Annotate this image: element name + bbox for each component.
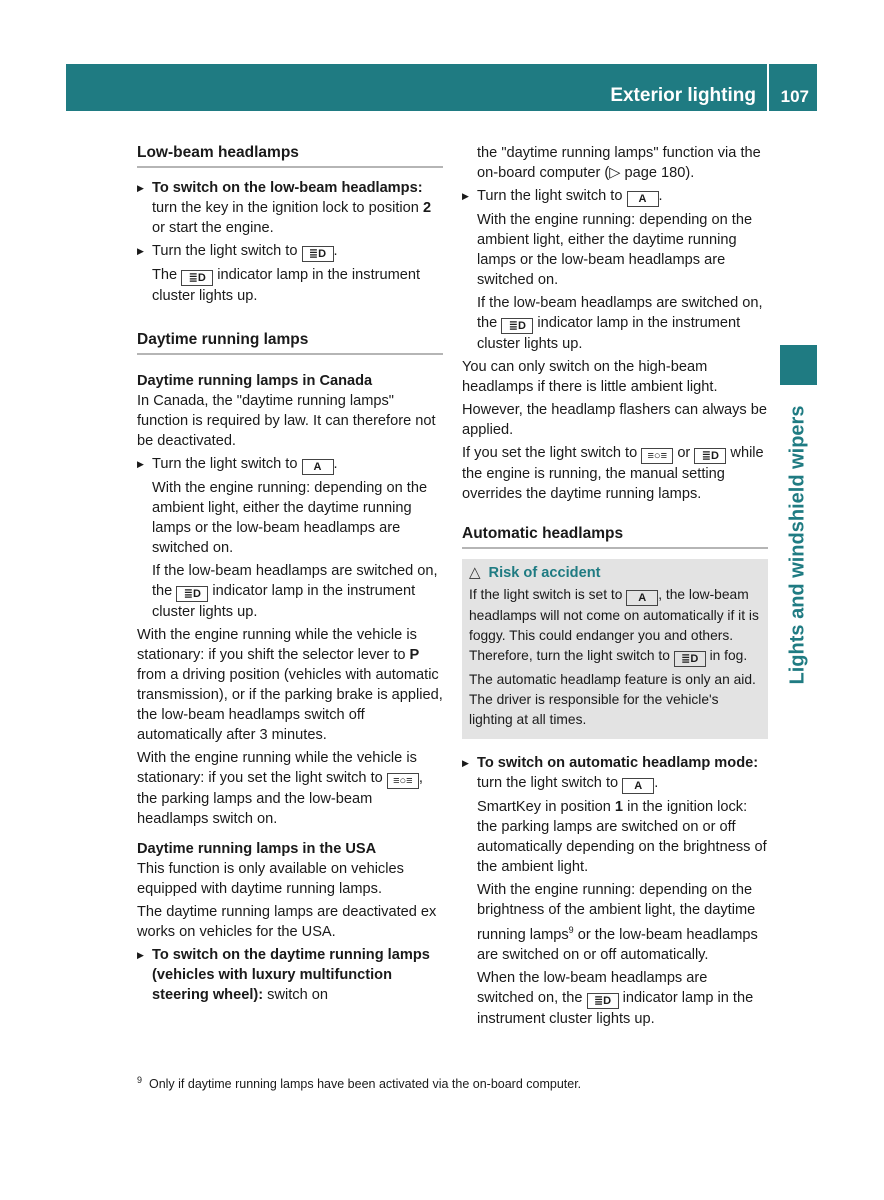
list-subtext: With the engine running: depending on the ambient light, either the daytime running lamps or the low-beam headlamps are switched on. <box>477 212 753 288</box>
list-subtext: the "daytime running lamps" function via the on-board computer (▷ page 180). <box>477 145 761 181</box>
parking-lamp-icon: ≡○≡ <box>387 773 419 789</box>
page-number: 107 <box>780 87 809 106</box>
page-header <box>66 64 817 111</box>
list-subtext: The ≣D indicator lamp in the instrument cluster lights up. <box>152 267 421 304</box>
lowbeam-icon: ≣D <box>181 270 213 286</box>
lowbeam-icon: ≣D <box>674 651 706 667</box>
auto-icon: A <box>627 191 659 207</box>
list-item: ▶ Turn the light switch to ≣D . <box>137 241 443 262</box>
list-subtext: With the engine running: depending on the ambient light, either the daytime running lamps or the low-beam headlamps are switched on. <box>152 480 428 556</box>
list-item: ▶ Turn the light switch to A . <box>137 454 443 475</box>
warning-title: △ Risk of accident <box>469 564 601 581</box>
warning-icon: △ <box>469 564 481 581</box>
warning-text: The automatic headlamp feature is only an aid. The driver is responsible for the vehicle's lighting at all times. <box>469 672 756 727</box>
list-item: ▶ To switch on automatic headlamp mode: turn the light switch to A . <box>462 753 768 794</box>
chapter-label: Lights and windshield wipers <box>786 405 809 685</box>
auto-icon: A <box>626 590 658 606</box>
section-title: Exterior lighting <box>610 85 756 106</box>
lowbeam-icon: ≣D <box>694 448 726 464</box>
list-item: ▶ Turn the light switch to A . <box>462 186 768 207</box>
lowbeam-icon: ≣D <box>302 246 334 262</box>
chapter-tab <box>780 345 817 385</box>
auto-icon: A <box>302 459 334 475</box>
auto-icon: A <box>622 778 654 794</box>
paragraph: However, the headlamp flashers can always be applied. <box>462 402 768 438</box>
paragraph: In Canada, the "daytime running lamps" function is required by law. It can therefore not be deactivated. <box>137 393 436 449</box>
paragraph: The daytime running lamps are deactivated ex works on vehicles for the USA. <box>137 904 437 940</box>
paragraph: With the engine running while the vehicle is stationary: if you set the light switch to ≡○≡ , the parking lamps and the low-beam headlamps switch on. <box>137 750 423 827</box>
paragraph: This function is only available on vehicles equipped with daytime running lamps. <box>137 861 404 897</box>
subheading-canada: Daytime running lamps in Canada <box>137 373 373 389</box>
left-column <box>137 143 443 1008</box>
lowbeam-icon: ≣D <box>501 318 533 334</box>
right-column <box>462 143 768 1032</box>
paragraph: You can only switch on the high-beam headlamps if there is little ambient light. <box>462 359 718 395</box>
list-subtext: When the low-beam headlamps are switched on, the ≣D indicator lamp in the instrument cluster lights up. <box>477 969 754 1027</box>
warning-box <box>462 559 768 739</box>
warning-text: If the light switch is set to A , the low-beam headlamps will not come on automatically if it is foggy. This could endanger you and others. Therefore, turn the light switch to ≣D in fog. <box>469 587 759 665</box>
heading-drl: Daytime running lamps <box>137 330 443 355</box>
list-item: ▶ To switch on the low-beam headlamps: turn the key in the ignition lock to position 2 or start the engine. <box>137 178 443 238</box>
list-subtext: If the low-beam headlamps are switched on, the ≣D indicator lamp in the instrument cluster lights up. <box>477 295 763 352</box>
footnote: $^9$ Only if daytime running lamps have been activated via the on-board computer. <box>137 1075 582 1092</box>
subheading-usa: Daytime running lamps in the USA <box>137 841 377 857</box>
heading-automatic: Automatic headlamps <box>462 524 768 549</box>
list-subtext: With the engine running: depending on the brightness of the ambient light, the daytime running lamps$^9$ or the low-beam headlamps are switched on or off automatically. <box>477 882 758 963</box>
list-subtext: SmartKey in position 1 in the ignition lock: the parking lamps are switched on or off automatically depending on the brightness of the ambient light. <box>477 799 767 875</box>
lowbeam-icon: ≣D <box>587 993 619 1009</box>
parking-lamp-icon: ≡○≡ <box>641 448 673 464</box>
list-subtext: If the low-beam headlamps are switched on, the ≣D indicator lamp in the instrument cluster lights up. <box>152 563 438 620</box>
heading-low-beam: Low-beam headlamps <box>137 143 443 168</box>
lowbeam-icon: ≣D <box>176 586 208 602</box>
list-item: ▶ To switch on the daytime running lamps (vehicles with luxury multifunction steering wheel): switch on <box>137 945 443 1005</box>
header-divider <box>767 64 769 111</box>
paragraph: If you set the light switch to ≡○≡ or ≣D while the engine is running, the manual setting overrides the daytime running lamps. <box>462 445 764 502</box>
paragraph: With the engine running while the vehicle is stationary: if you shift the selector lever to P from a driving position (vehicles with automatic transmission), or if the parking brake is applied, the low-beam headlamps switch off automatically after 3 minutes. <box>137 627 443 743</box>
